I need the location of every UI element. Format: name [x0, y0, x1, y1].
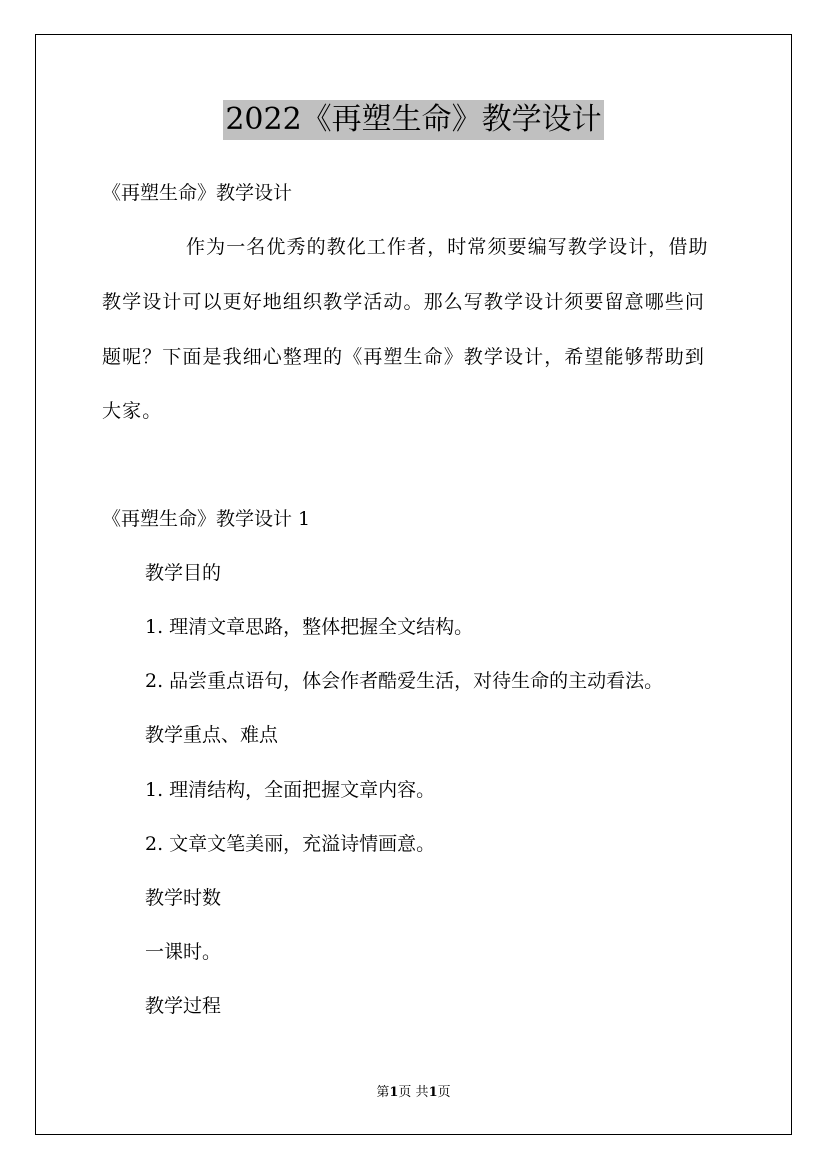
list-item-goal-1: 1. 理清文章思路，整体把握全文结构。	[145, 616, 474, 638]
list-item-class-hours: 教学时数	[145, 887, 222, 909]
list-item-one-lesson: 一课时。	[145, 941, 222, 963]
list-item-teaching-goal: 教学目的	[145, 562, 222, 584]
footer-page-prefix: 第	[376, 1085, 390, 1100]
footer-page-current: 1	[389, 1085, 399, 1100]
intro-line-2: 教学设计可以更好地组织教学活动。那么写教学设计须要留意哪些问	[102, 291, 706, 313]
intro-line-3: 题呢？下面是我细心整理的《再塑生命》教学设计，希望能够帮助到	[102, 346, 706, 368]
list-item-teaching-process: 教学过程	[145, 995, 222, 1017]
footer-page-suffix: 页	[437, 1085, 451, 1100]
intro-line-4: 大家。	[102, 400, 163, 422]
section-heading: 《再塑生命》教学设计 1	[102, 508, 311, 530]
list-item-key-1: 1. 理清结构，全面把握文章内容。	[145, 779, 436, 801]
intro-line-1: 作为一名优秀的教化工作者，时常须要编写教学设计，借助	[186, 236, 709, 258]
document-title: 2022《再塑生命》教学设计	[223, 100, 603, 140]
list-item-goal-2: 2. 品尝重点语句，体会作者酷爱生活，对待生命的主动看法。	[145, 670, 664, 692]
list-item-key-2: 2. 文章文笔美丽，充溢诗情画意。	[145, 833, 436, 855]
page-footer	[0, 1084, 827, 1102]
footer-page-total: 1	[428, 1085, 438, 1100]
title-container	[0, 100, 827, 140]
list-item-key-points: 教学重点、难点	[145, 724, 279, 746]
footer-page-mid: 页 共	[398, 1085, 429, 1100]
document-subtitle: 《再塑生命》教学设计	[102, 182, 293, 204]
